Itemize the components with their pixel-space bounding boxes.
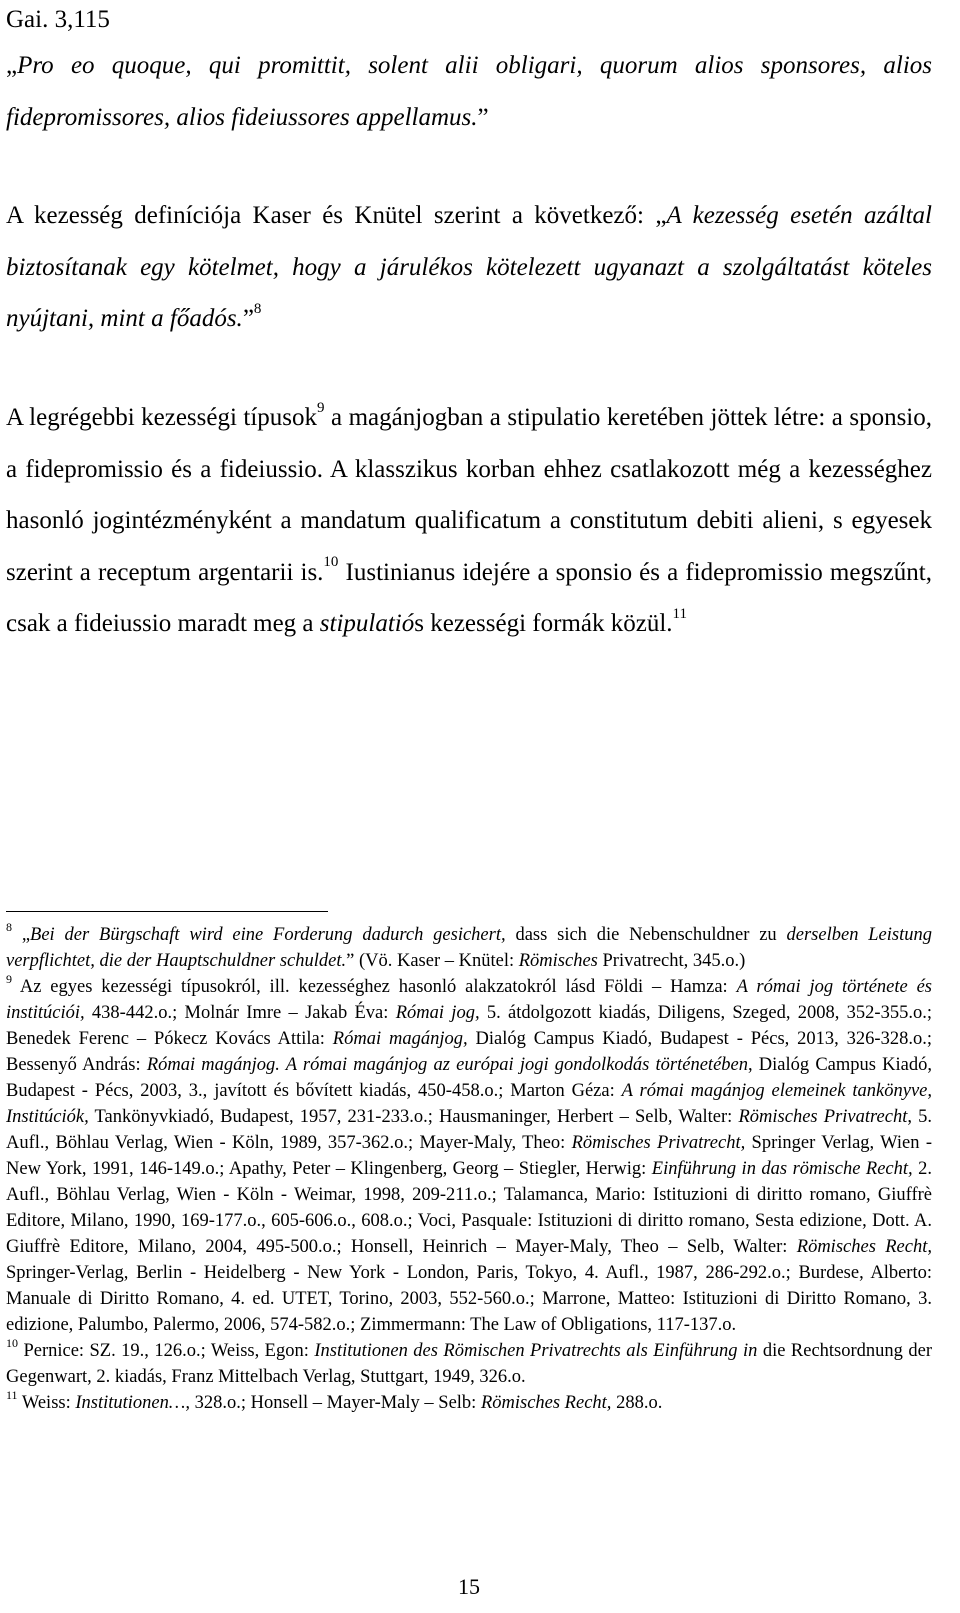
latin-quote	[6, 40, 932, 143]
footnote-number: 8	[6, 919, 12, 934]
fn-text: ”	[346, 951, 355, 971]
quote-close: ”	[477, 103, 489, 131]
fn-text: Az egyes kezességi típusokról, ill. kezességhez hasonló alakzatokról lásd Földi – Hamza:	[19, 977, 737, 997]
footnote-ref-11[interactable]: 11	[672, 605, 687, 622]
fn-italic: Bei der Bürgschaft wird eine Forderung dadurch gesichert,	[30, 925, 506, 945]
fn-italic: A római magánjog elemeinek tankönyve, Institúciók,	[6, 1081, 932, 1127]
fn-text: Tankönyvkiadó, Budapest, 1957, 231-233.o.; Hausmaninger, Herbert – Selb, Walter:	[88, 1107, 739, 1127]
footnote-number: 10	[6, 1335, 18, 1350]
footnotes	[6, 919, 932, 1416]
fn-text: 328.o.; Honsell – Mayer-Maly – Selb:	[189, 1393, 481, 1413]
footnote-number: 11	[6, 1387, 18, 1402]
main-text-4: s kezességi formák közül.	[414, 610, 673, 637]
fn-italic: Römisches	[518, 951, 598, 971]
fn-italic: Römisches Privatrecht	[738, 1107, 908, 1127]
main-paragraph	[6, 392, 932, 650]
fn-text: 288.o.	[611, 1393, 663, 1413]
fn-italic: derselben Leistung verpflichtet, die der Hauptschuldner schuldet.	[6, 925, 932, 971]
footnote-9	[6, 971, 932, 1338]
fn-text: Privatrecht, 345.o.)	[597, 951, 746, 971]
footnote-separator	[6, 911, 328, 912]
fn-text: Dialóg Campus Kiadó, Budapest - Pécs, 2013, 326-328.o.; Bessenyő András:	[6, 1029, 932, 1075]
fn-italic: Einführung in das römische Recht,	[651, 1159, 913, 1179]
fn-italic: Römisches Recht,	[796, 1237, 932, 1257]
footnote-ref-9[interactable]: 9	[317, 399, 325, 416]
definition-quote-close: ”	[242, 305, 254, 332]
fn-italic: Institutionen…,	[75, 1393, 190, 1413]
fn-text: 5. átdolgozott kiadás, Diligens, Szeged, 2008, 352-355.o.; Benedek Ferenc – Pókecz Kovács Attila:	[6, 1003, 932, 1049]
fn-text: Pernice: SZ. 19., 126.o.; Weiss, Egon:	[23, 1341, 315, 1361]
fn-text: die Rechtsordnung der Gegenwart, 2. kiadás, Franz Mittelbach Verlag, Stuttgart, 1949, 326.o.	[6, 1341, 932, 1387]
quote-open: „	[6, 52, 18, 79]
main-text-3: Iustinianus idejére a sponsio és a fidepromissio megszűnt, csak a fideiussio maradt meg a	[6, 558, 932, 637]
main-italic-term: stipulatió	[319, 610, 415, 637]
fn-text: , Dialóg Campus Kiadó, Budapest - Pécs, 2003, 3., javított és bővített kiadás, 450-458.o.; Marton Géza:	[6, 1055, 932, 1101]
page-number: 15	[458, 1574, 480, 1599]
fn-text: Springer-Verlag, Berlin - Heidelberg - New York - London, Paris, Tokyo, 4. Aufl., 1987, 286-292.o.; Burdese, Alberto: Manuale di Diritto Romano, 4. ed. UTET, Torino, 2003, 552-560.o.; Marrone, Matteo: Istituzioni di Diritto Romano, 3. edizione, Palumbo, Palermo, 2006, 574-582.o.; Zimmermann: The Law of Obligations, 117-137.o.	[6, 1263, 932, 1335]
fn-italic: Római magánjog. A római magánjog az európai jogi gondolkodás történetében	[146, 1055, 748, 1075]
fn-text: „	[21, 925, 31, 945]
main-text-1: A legrégebbi kezességi típusok	[6, 404, 318, 431]
quote-source: Gai. 3,115	[6, 6, 110, 33]
fn-text: , 5. Aufl., Böhlau Verlag, Wien - Köln, 1989, 357-362.o.; Mayer-Maly, Theo:	[6, 1107, 932, 1153]
fn-italic: Institutionen des Römischen Privatrechts als Einführung in	[314, 1341, 758, 1361]
fn-text: 2. Aufl., Böhlau Verlag, Wien - Köln - Weimar, 1998, 209-211.o.; Talamanca, Mario: Istituzioni di diritto romano, Giuffrè Editore, Milano, 1990, 169-177.o., 605-606.o., 608.o.; Voci, Pasquale: Istituzioni di diritto romano, Sesta edizione, Dott. A. Giuffrè Editore, Milano, 2004, 495-500.o.; Honsell, Heinrich – Mayer-Maly, Theo – Selb, Walter:	[6, 1159, 932, 1257]
fn-text: dass sich die Nebenschuldner zu	[505, 925, 787, 945]
quote-text: Pro eo quoque, qui promittit, solent alii obligari, quorum alios sponsores, alios fidepromissores, alios fideiussores appellamus.	[6, 52, 932, 131]
fn-italic: A római jog története és institúciói,	[6, 977, 932, 1023]
fn-text: (Vö. Kaser – Knütel:	[354, 951, 519, 971]
definition-paragraph	[6, 190, 932, 345]
footnote-8	[6, 919, 932, 974]
definition-intro: A kezesség definíciója Kaser és Knütel szerint a következő:	[6, 202, 656, 229]
fn-italic: Római jog,	[395, 1003, 480, 1023]
definition-quote-open: „	[655, 202, 667, 229]
footnote-11	[6, 1387, 932, 1416]
footnote-ref-10[interactable]: 10	[323, 554, 339, 571]
footnote-ref-8[interactable]: 8	[253, 300, 262, 317]
footnote-number: 9	[6, 971, 12, 986]
main-text-2: a magánjogban a stipulatio keretében jöttek létre: a sponsio, a fidepromissio és a fideiussio. A klasszikus korban ehhez csatlakozott még a kezességhez hasonló jogintézményként a mandatum qualificatum a constitutum debiti alieni, s egyesek szerint a receptum argentarii is.	[6, 404, 933, 586]
fn-text: Springer Verlag, Wien - New York, 1991, 146-149.o.; Apathy, Peter – Klingenberg, Georg – Stiegler, Herwig:	[6, 1133, 932, 1179]
fn-italic: Római magánjog,	[332, 1029, 468, 1049]
fn-italic: Römisches Recht,	[480, 1393, 612, 1413]
fn-italic: Römisches Privatrecht,	[571, 1133, 746, 1153]
fn-text: Weiss:	[21, 1393, 76, 1413]
definition-quote: A kezesség esetén azáltal biztosítanak egy kötelmet, hogy a járulékos kötelezett ugyanazt a szolgáltatást köteles nyújtani, mint a főadós.	[6, 202, 933, 332]
footnote-10	[6, 1335, 932, 1390]
fn-text: 438-442.o.; Molnár Imre – Jakab Éva:	[84, 1003, 396, 1023]
